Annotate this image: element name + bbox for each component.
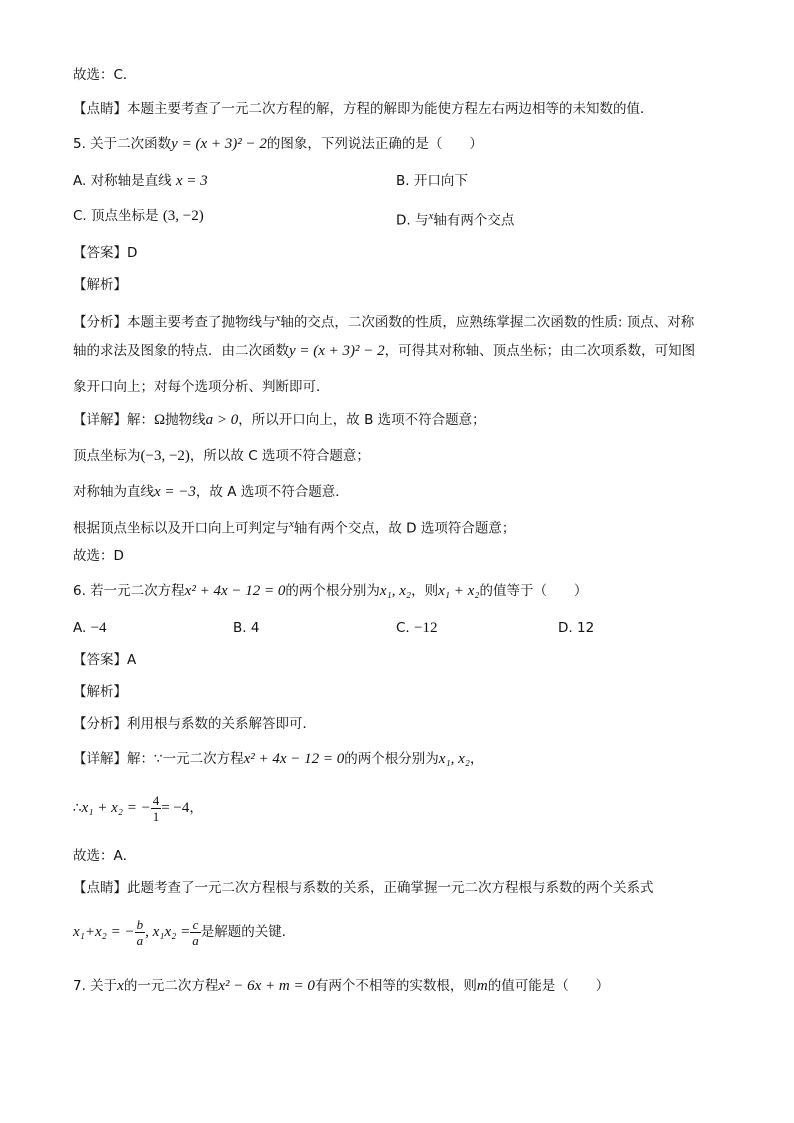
q6-option-d: D. 12 (558, 620, 595, 636)
q6-conclusion: 故选：A． (73, 848, 137, 864)
q5-jiexi: 【解析】 (73, 277, 127, 293)
q5-detail-3: 对称轴为直线x = −3，故 A 选项不符合题意． (73, 484, 349, 500)
fraction-b-a: $\frac{b}{a}$ (136, 916, 144, 948)
fraction-c-a: $\frac{c}{a}$ (192, 916, 199, 948)
q6-jiexi: 【解析】 (73, 684, 127, 700)
q5-option-a: A. 对称轴是直线 x = 3 (73, 173, 208, 189)
q6-option-a: A. −4 (73, 620, 107, 636)
q5-detail-1: 【详解】解：Ω抛物线a > 0，所以开口向上，故 B 选项不符合题意； (73, 412, 486, 428)
q5-analysis-2: 轴的求法及图象的特点．由二次函数y = (x + 3)² − 2，可得其对称轴、顶点坐标；由二次项系数，可知图 (73, 343, 696, 359)
q5-analysis-1: 【分析】本题主要考查了抛物线与$^x$轴的交点，二次函数的性质，应熟练掌握二次函数的性质: 顶点、对称 (73, 312, 695, 331)
question-5: 5. 关于二次函数y = (x + 3)² − 2的图象，下列说法正确的是（ ） (73, 136, 483, 152)
q5-analysis-3: 象开口向上；对每个选项分析、判断即可． (73, 379, 330, 395)
q5-conclusion: 故选：D (73, 548, 124, 564)
q6-comment-2: x₁+x₂ = − $\frac{b}{a}$ , x₁x₂ = $\frac{c}{a}$ 是解题的关键． (73, 916, 296, 948)
q5-option-d: D. 与$^x$轴有两个交点 (396, 210, 515, 229)
q5-option-c: C. 顶点坐标是 (3, −2) (73, 208, 204, 224)
q5-option-b: B. 开口向下 (396, 173, 468, 189)
q5-answer: 【答案】D (73, 245, 138, 261)
q6-detail-1: 【详解】解：∵一元二次方程x² + 4x − 12 = 0的两个根分别为x₁, x₂， (73, 751, 484, 767)
q5-formula: y = (x + 3)² − 2 (171, 136, 267, 152)
q6-analysis: 【分析】利用根与系数的关系解答即可． (73, 716, 316, 732)
q6-option-b: B. 4 (233, 620, 260, 636)
q6-comment-1: 【点睛】此题考查了一元二次方程根与系数的关系，正确掌握一元二次方程根与系数的两个关系式 (73, 880, 654, 896)
q6-option-c: C. −12 (396, 620, 438, 636)
q5-detail-4: 根据顶点坐标以及开口向上可判定与$^x$轴有两个交点，故 D 选项符合题意； (73, 518, 516, 537)
q6-detail-2: ∴x₁ + x₂ = − $\frac{4}{1}$ = −4， (73, 792, 203, 824)
q6-answer: 【答案】A (73, 652, 137, 668)
question-7: 7. 关于x的一元二次方程x² − 6x + m = 0有两个不相等的实数根，则m的值可能是（ ） (73, 978, 610, 994)
question-6: 6. 若一元二次方程x² + 4x − 12 = 0的两个根分别为x₁, x₂，则x₁ + x₂的值等于（ ） (73, 583, 588, 599)
conclusion-line-4: 故选：C． (73, 67, 137, 83)
fraction: $\frac{4}{1}$ (152, 792, 160, 824)
q5-detail-2: 顶点坐标为(−3, −2)，所以故 C 选项不符合题意； (73, 448, 370, 464)
comment-line-4: 【点睛】本题主要考查了一元二次方程的解，方程的解即为能使方程左右两边相等的未知数的值． (73, 101, 654, 117)
